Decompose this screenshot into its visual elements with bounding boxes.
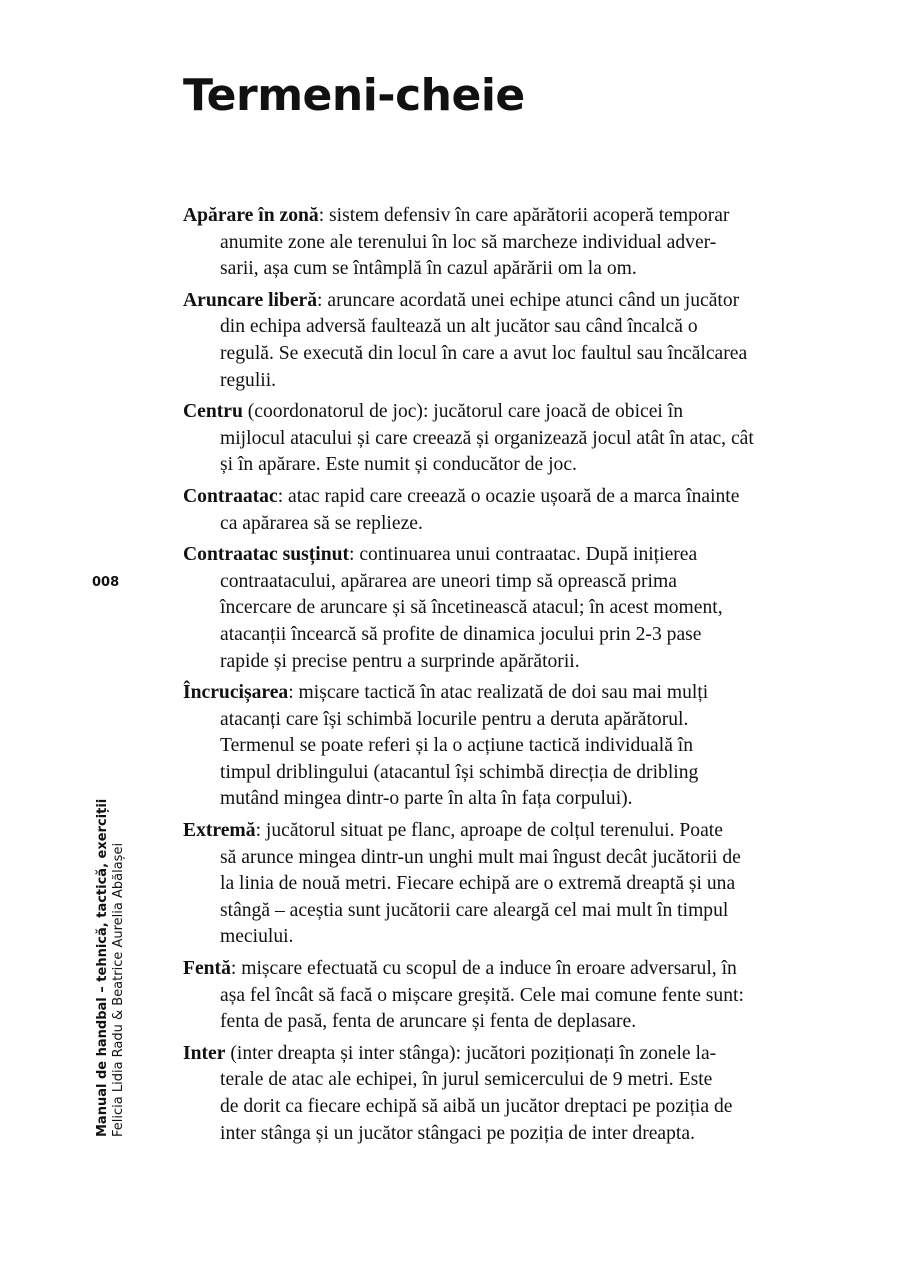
entry-text: așa fel încât să facă o mișcare greșită. Cele mai comune fente sunt: xyxy=(220,984,744,1006)
entry-term: Centru xyxy=(183,401,243,423)
entry-text: și în apărare. Este numit și conducător de joc. xyxy=(220,454,577,476)
entry-line xyxy=(183,818,803,845)
entry-line xyxy=(183,452,803,479)
entry-line xyxy=(183,622,803,649)
entry-line xyxy=(183,1067,803,1094)
entry-line xyxy=(183,649,803,676)
entry-text: fenta de pasă, fenta de aruncare și fenta de deplasare. xyxy=(220,1011,637,1033)
entry-term: Aruncare liberă xyxy=(183,289,318,311)
entry-line xyxy=(183,569,803,596)
entry-text: stângă – aceștia sunt jucătorii care aleargă cel mai mult în timpul xyxy=(220,899,729,921)
page-number: 008 xyxy=(92,575,120,590)
entry-text: să arunce mingea dintr-un unghi mult mai îngust decât jucătorii de xyxy=(220,846,741,868)
entry-text: mutând mingea dintr-o parte în alta în fața corpului). xyxy=(220,788,633,810)
entry-line xyxy=(183,256,803,283)
entry-line xyxy=(183,1041,803,1068)
glossary-entry xyxy=(183,680,803,813)
entry-line xyxy=(183,983,803,1010)
entry-line xyxy=(183,426,803,453)
entry-text: la linia de nouă metri. Fiecare echipă are o extremă dreaptă și una xyxy=(220,873,736,895)
entry-text: : jucătorul situat pe flanc, aproape de colțul terenului. Poate xyxy=(255,820,723,842)
entry-line xyxy=(183,956,803,983)
entry-text: atacanții încearcă să profite de dinamica jocului prin 2-3 pase xyxy=(220,623,702,645)
entry-text: sarii, așa cum se întâmplă în cazul apărării om la om. xyxy=(220,258,637,280)
entry-text: Termenul se poate referi și la o acțiune tactică individuală în xyxy=(220,735,694,757)
entry-term: Inter xyxy=(183,1042,226,1064)
book-authors: Felicia Lidia Radu & Beatrice Aurelia Abălașei xyxy=(111,842,126,1137)
entry-line xyxy=(183,288,803,315)
entry-line xyxy=(183,924,803,951)
entry-text: : mișcare efectuată cu scopul de a induce în eroare adversarul, în xyxy=(230,958,737,980)
page-title: Termeni-cheie xyxy=(183,70,525,121)
glossary-entry xyxy=(183,484,803,537)
entry-term: Contraatac susținut xyxy=(183,544,350,566)
entry-text: de dorit ca fiecare echipă să aibă un jucător dreptaci pe poziția de xyxy=(220,1096,733,1117)
glossary-entry xyxy=(183,288,803,394)
entry-line xyxy=(183,786,803,813)
entry-line xyxy=(183,399,803,426)
running-sidebar xyxy=(95,799,127,1137)
entry-text: anumite zone ale terenului în loc să marcheze individual adver- xyxy=(220,231,717,253)
entry-text: rapide și precise pentru a surprinde apărătorii. xyxy=(220,650,580,672)
entry-line xyxy=(183,707,803,734)
entry-line xyxy=(183,368,803,395)
entry-text: inter stânga și un jucător stângaci pe poziția de inter dreapta. xyxy=(220,1122,695,1144)
entry-text: : sistem defensiv în care apărătorii acoperă temporar xyxy=(318,205,730,226)
entry-term: Încrucișarea xyxy=(183,682,289,704)
entry-line xyxy=(183,1094,803,1121)
entry-line xyxy=(183,1121,803,1148)
entry-text: regulă. Se execută din locul în care a avut loc faultul sau încălcarea xyxy=(220,342,748,364)
glossary-entry xyxy=(183,1041,803,1147)
entry-term: Contraatac xyxy=(183,485,278,507)
entry-text: contraatacului, apărarea are uneori timp să oprească prima xyxy=(220,570,677,592)
glossary-entry xyxy=(183,203,803,283)
entry-text: : aruncare acordată unei echipe atunci când un jucător xyxy=(317,289,740,311)
glossary-entry xyxy=(183,818,803,951)
entry-text: atacanți care își schimbă locurile pentru a deruta apărătorul. xyxy=(220,708,689,730)
entry-line xyxy=(183,1009,803,1036)
entry-text: din echipa adversă faultează un alt jucător sau când încalcă o xyxy=(220,316,698,338)
entry-line xyxy=(183,341,803,368)
entry-term: Extremă xyxy=(183,820,256,842)
entry-text: : continuarea unui contraatac. După inițierea xyxy=(349,544,698,566)
entry-line xyxy=(183,680,803,707)
entry-line xyxy=(183,871,803,898)
entry-term: Apărare în zonă xyxy=(183,205,319,226)
entry-line xyxy=(183,898,803,925)
entry-text: încercare de aruncare și să încetinească atacul; în acest moment, xyxy=(220,597,723,619)
entry-line xyxy=(183,314,803,341)
entry-line xyxy=(183,733,803,760)
glossary-entry xyxy=(183,542,803,675)
entry-line xyxy=(183,511,803,538)
entry-text: (inter dreapta și inter stânga): jucători poziționați în zonele la- xyxy=(225,1042,717,1064)
entry-text: terale de atac ale echipei, în jurul semicercului de 9 metri. Este xyxy=(220,1069,713,1091)
book-title: Manual de handbal – tehnică, tactică, exerciții xyxy=(95,798,110,1137)
entry-text: timpul driblingului (atacantul își schimbă direcția de dribling xyxy=(220,761,699,783)
entry-line xyxy=(183,760,803,787)
glossary-entry xyxy=(183,956,803,1036)
entry-line xyxy=(183,845,803,872)
entry-line xyxy=(183,595,803,622)
entry-text: regulii. xyxy=(220,369,277,391)
entry-line xyxy=(183,542,803,569)
entry-text: : mișcare tactică în atac realizată de doi sau mai mulți xyxy=(288,682,709,704)
entry-term: Fentă xyxy=(183,958,231,980)
entry-line xyxy=(183,230,803,257)
entry-text: meciului. xyxy=(220,926,294,948)
entry-text: mijlocul atacului și care creează și organizează jocul atât în atac, cât xyxy=(220,427,754,449)
entry-line xyxy=(183,484,803,511)
entry-line xyxy=(183,203,803,230)
entry-text: : atac rapid care creează o ocazie ușoară de a marca înainte xyxy=(277,485,740,507)
glossary-list xyxy=(183,203,803,1152)
entry-text: ca apărarea să se replieze. xyxy=(220,512,423,534)
entry-text: (coordonatorul de joc): jucătorul care joacă de obicei în xyxy=(242,401,683,423)
glossary-entry xyxy=(183,399,803,479)
